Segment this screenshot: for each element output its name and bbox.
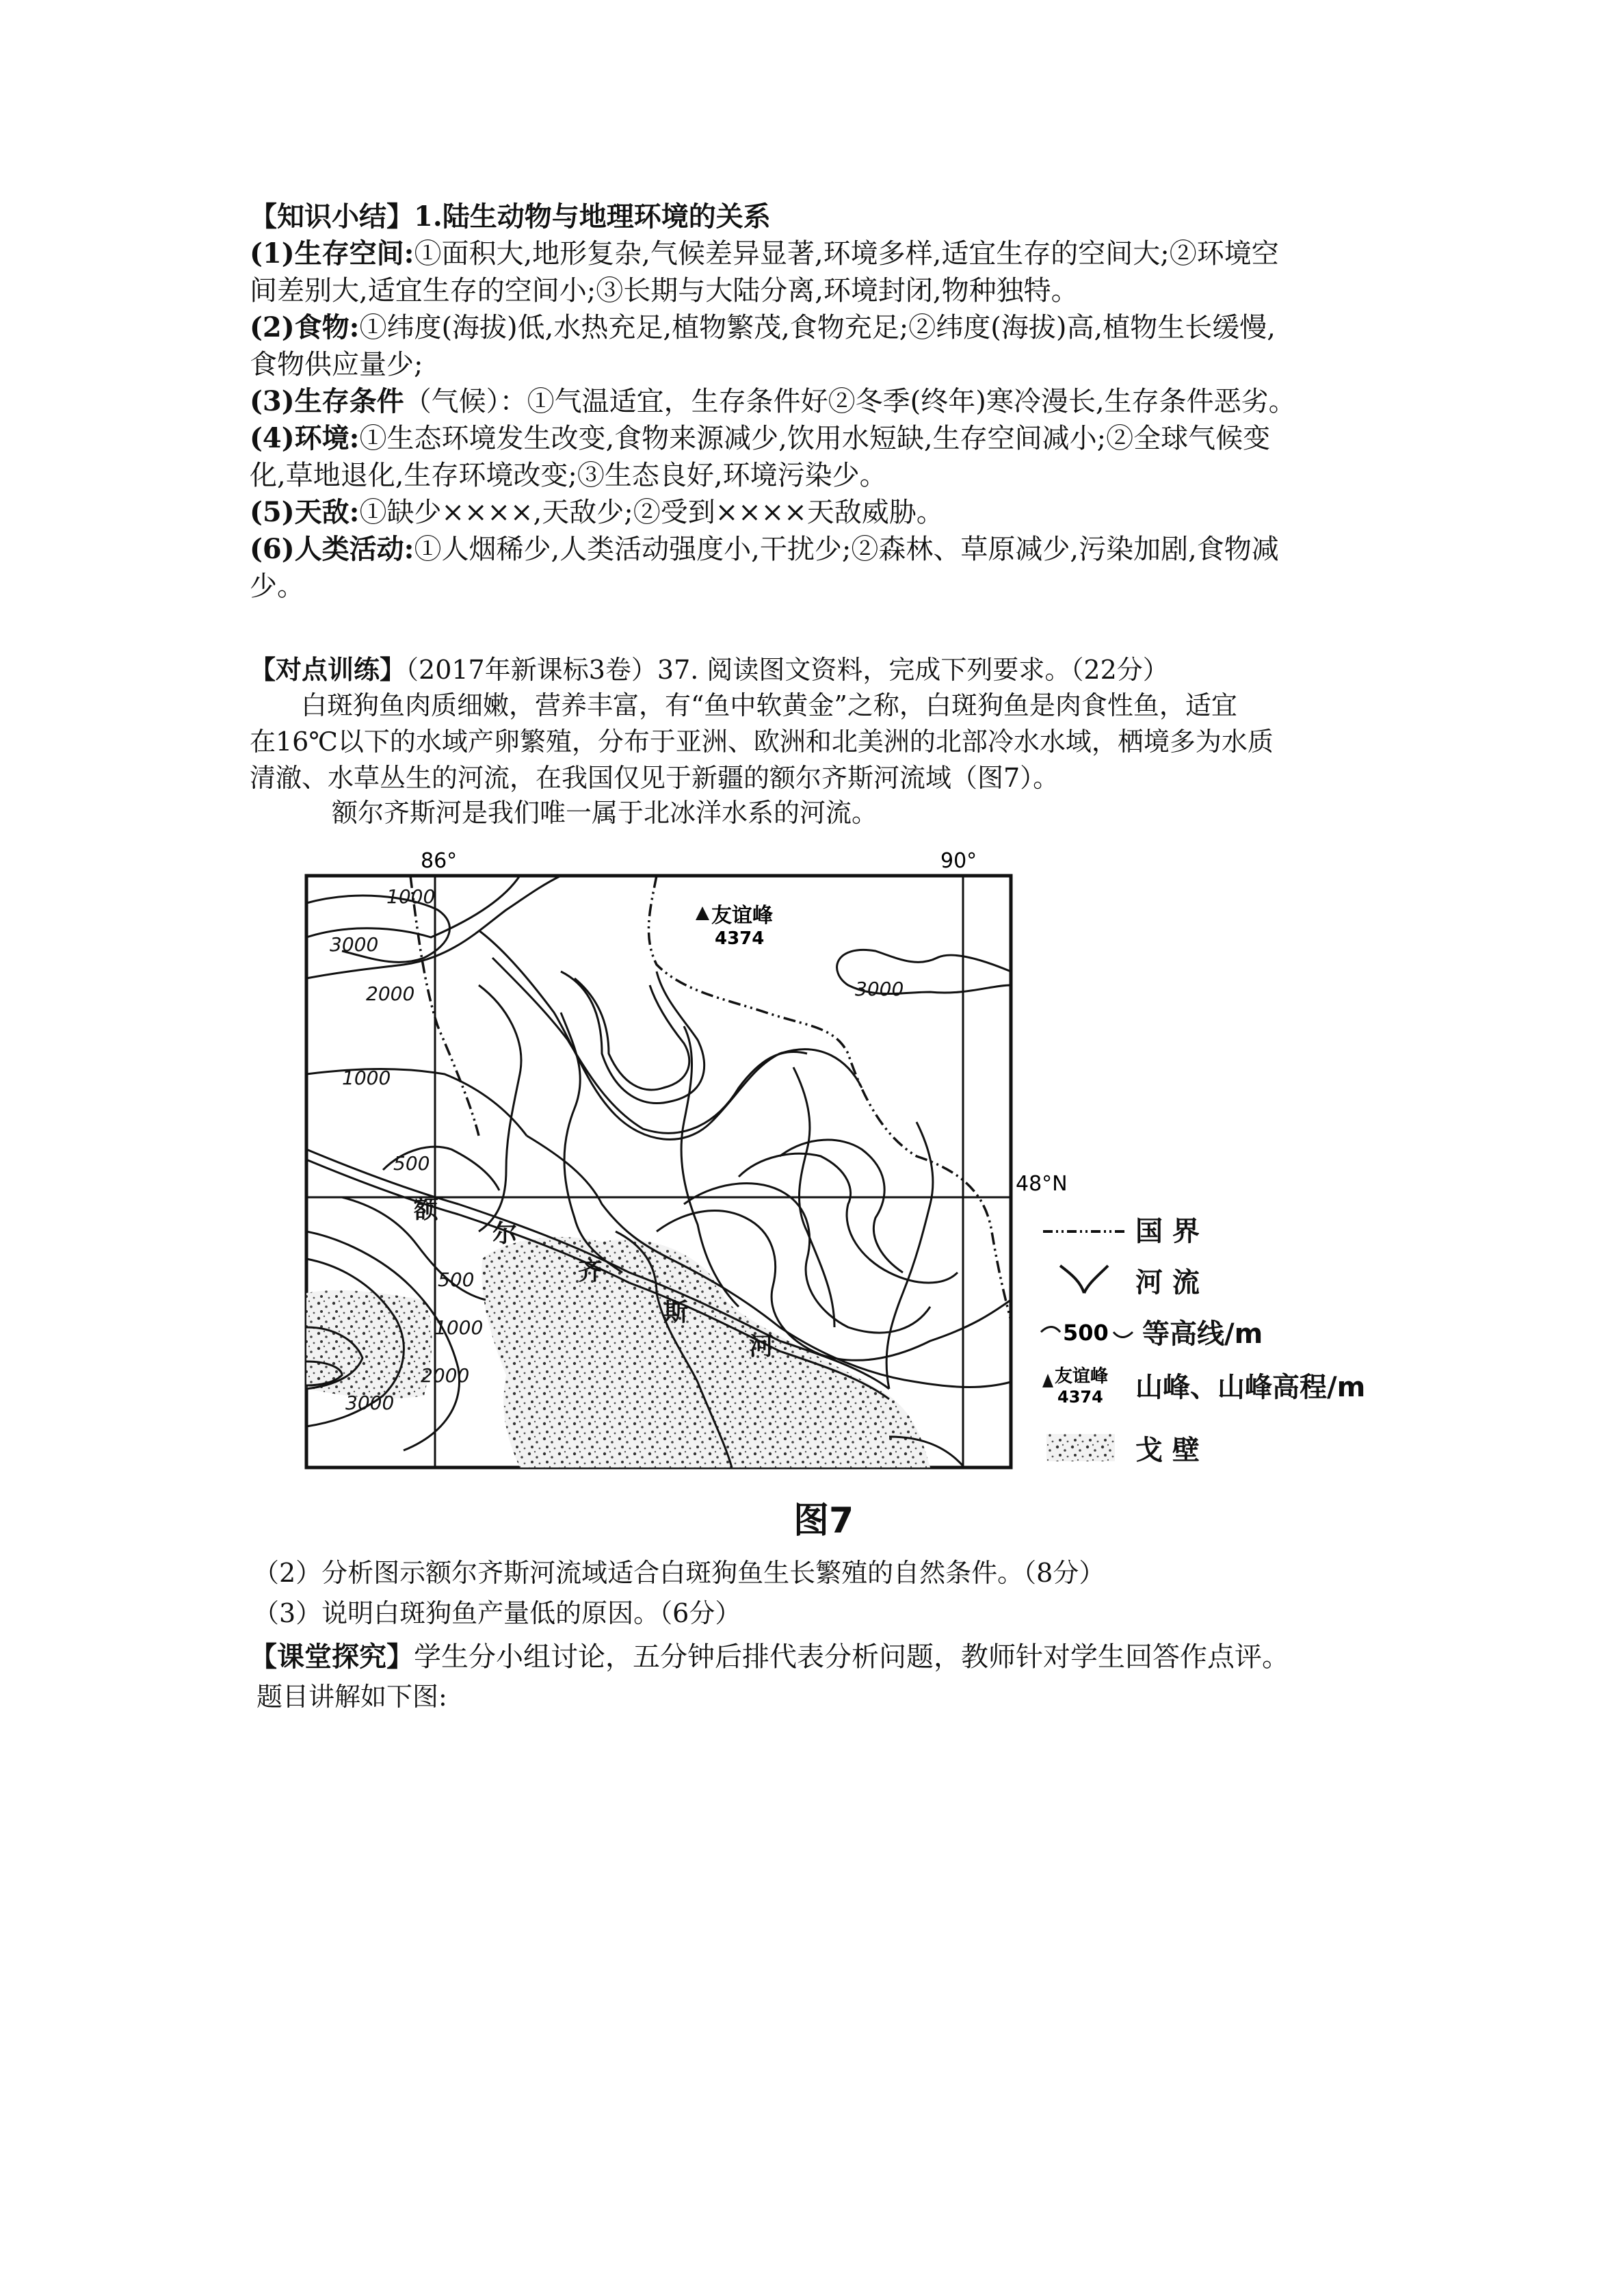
contour-label: 1000 — [342, 1067, 391, 1089]
inquiry-heading-bracket: 【课堂探究】 — [250, 1641, 414, 1673]
peak-symbol-icon — [1040, 1360, 1135, 1408]
river-symbol-icon — [1040, 1259, 1129, 1300]
river-name-char: 齐 — [578, 1257, 603, 1286]
legend-label: 山峰、山峰高程/m — [1135, 1372, 1366, 1403]
lat-label-48n: 48°N — [1016, 1172, 1068, 1196]
summary-item-text: ①面积大,地形复杂,气候差异显著,环境多样,适宜生存的空间大;②环境空 — [414, 238, 1279, 270]
summary-item-text: （气候）：①气温适宜，生存条件好②冬季(终年)寒冷漫长,生存条件恶劣。 — [404, 386, 1296, 417]
summary-item-text: ①生态环境发生改变,食物来源减少,饮用水短缺,生存空间减小;②全球气候变 — [359, 423, 1271, 454]
summary-item-3 — [250, 383, 1296, 420]
exercise-heading-bracket: 【对点训练】 — [250, 654, 406, 685]
summary-item-label: (2)食物: — [250, 311, 360, 343]
peak-name: 友谊峰 — [711, 904, 773, 928]
contour-label: 2000 — [366, 982, 415, 1005]
exercise-heading — [250, 652, 1169, 688]
summary-item-5 — [250, 494, 944, 531]
legend-row-river — [1040, 1255, 1395, 1303]
contour-label: 500 — [438, 1268, 475, 1291]
contour-symbol-icon — [1040, 1310, 1135, 1351]
river-name-char: 河 — [749, 1333, 774, 1361]
summary-item-text: ①纬度(海拔)低,水热充足,植物繁茂,食物充足;②纬度(海拔)高,植物生长缓慢, — [359, 312, 1276, 343]
question-3: （3）说明白斑狗鱼产量低的原因。（6分） — [253, 1598, 741, 1628]
peak-sample-name: 友谊峰 — [1055, 1366, 1109, 1387]
summary-item-label: (4)环境: — [250, 422, 360, 454]
contour-label: 3000 — [855, 978, 904, 1000]
inquiry-text: 学生分小组讨论，五分钟后排代表分析问题，教师针对学生回答作点评。 — [414, 1641, 1289, 1673]
exercise-heading-text: （2017年新课标3卷）37. 阅读图文资料，完成下列要求。（22分） — [406, 655, 1169, 685]
map-legend — [1040, 1204, 1395, 1491]
summary-item-label: (5)天敌: — [250, 496, 360, 528]
summary-heading-text: 1.陆生动物与地理环境的关系 — [414, 200, 771, 233]
river-name-char: 额 — [414, 1196, 439, 1224]
summary-item-4-cont: 化,草地退化,生存环境改变;③生态良好,环境污染少。 — [250, 460, 887, 491]
contour-label: 1000 — [434, 1316, 484, 1339]
summary-heading-bracket: 【知识小结】 — [250, 200, 414, 233]
summary-item-label: (6)人类活动: — [250, 533, 414, 565]
legend-row-contour — [1040, 1307, 1395, 1355]
contour-label: 1000 — [386, 885, 436, 908]
summary-item-1-cont: 间差别大,适宜生存的空间小;③长期与大陆分离,环境封闭,物种独特。 — [250, 275, 1079, 306]
exercise-para2: 额尔齐斯河是我们唯一属于北冰洋水系的河流。 — [332, 798, 878, 828]
lon-label-86: 86° — [421, 849, 458, 873]
contour-label: 3000 — [345, 1392, 395, 1414]
river-name-char: 尔 — [492, 1220, 518, 1248]
gobi-area-west — [306, 1290, 432, 1398]
exercise-para1-line3: 清澈、水草丛生的河流，在我国仅见于新疆的额尔齐斯河流域（图7）。 — [250, 763, 1059, 793]
summary-item-2-cont: 食物供应量少; — [250, 349, 423, 380]
legend-row-peak — [1040, 1360, 1395, 1408]
contour-label: 2000 — [421, 1364, 470, 1387]
legend-label: 国 界 — [1135, 1216, 1200, 1247]
legend-label: 河 流 — [1135, 1267, 1200, 1299]
summary-item-text: ①人烟稀少,人类活动强度小,干扰少;②森林、草原减少,污染加剧,食物减 — [414, 534, 1279, 565]
peak-height: 4374 — [715, 928, 765, 949]
gobi-symbol-icon — [1040, 1429, 1129, 1470]
exercise-para1-line2: 在16℃以下的水域产卵繁殖，分布于亚洲、欧洲和北美洲的北部冷水水域，栖境多为水质 — [250, 727, 1274, 757]
question-2: （2）分析图示额尔齐斯河流域适合白斑狗鱼生长繁殖的自然条件。（8分） — [253, 1558, 1105, 1588]
contour-label: 500 — [393, 1152, 430, 1175]
legend-label: 等高线/m — [1142, 1318, 1263, 1350]
figure-caption: 图7 — [793, 1500, 854, 1541]
inquiry-heading — [250, 1639, 1289, 1675]
exercise-para1-line1: 白斑狗鱼肉质细嫩，营养丰富，有“鱼中软黄金”之称，白斑狗鱼是肉食性鱼，适宜 — [301, 690, 1237, 720]
summary-item-2 — [250, 309, 1276, 346]
contour-sample-value: 500 — [1063, 1320, 1109, 1346]
border-symbol-icon — [1040, 1211, 1129, 1252]
summary-item-1 — [250, 235, 1279, 272]
legend-row-gobi — [1040, 1423, 1395, 1471]
summary-heading — [250, 198, 771, 235]
contour-label: 3000 — [330, 933, 379, 956]
lon-label-90: 90° — [940, 849, 977, 873]
legend-label: 戈 壁 — [1135, 1435, 1200, 1466]
summary-item-4 — [250, 420, 1270, 457]
peak-sample-height: 4374 — [1057, 1387, 1103, 1407]
inquiry-cont: 题目讲解如下图: — [256, 1682, 447, 1712]
peak-icon — [696, 906, 709, 920]
summary-item-label: (1)生存空间: — [250, 237, 414, 270]
gobi-area-main — [482, 1237, 930, 1467]
summary-item-6 — [250, 531, 1279, 568]
river-name-char: 斯 — [663, 1299, 689, 1327]
summary-item-label: (3)生存条件 — [250, 385, 404, 417]
legend-row-border — [1040, 1204, 1395, 1252]
summary-item-text: ①缺少××××,天敌少;②受到××××天敌威胁。 — [359, 497, 944, 528]
summary-item-6-cont: 少。 — [250, 571, 304, 602]
